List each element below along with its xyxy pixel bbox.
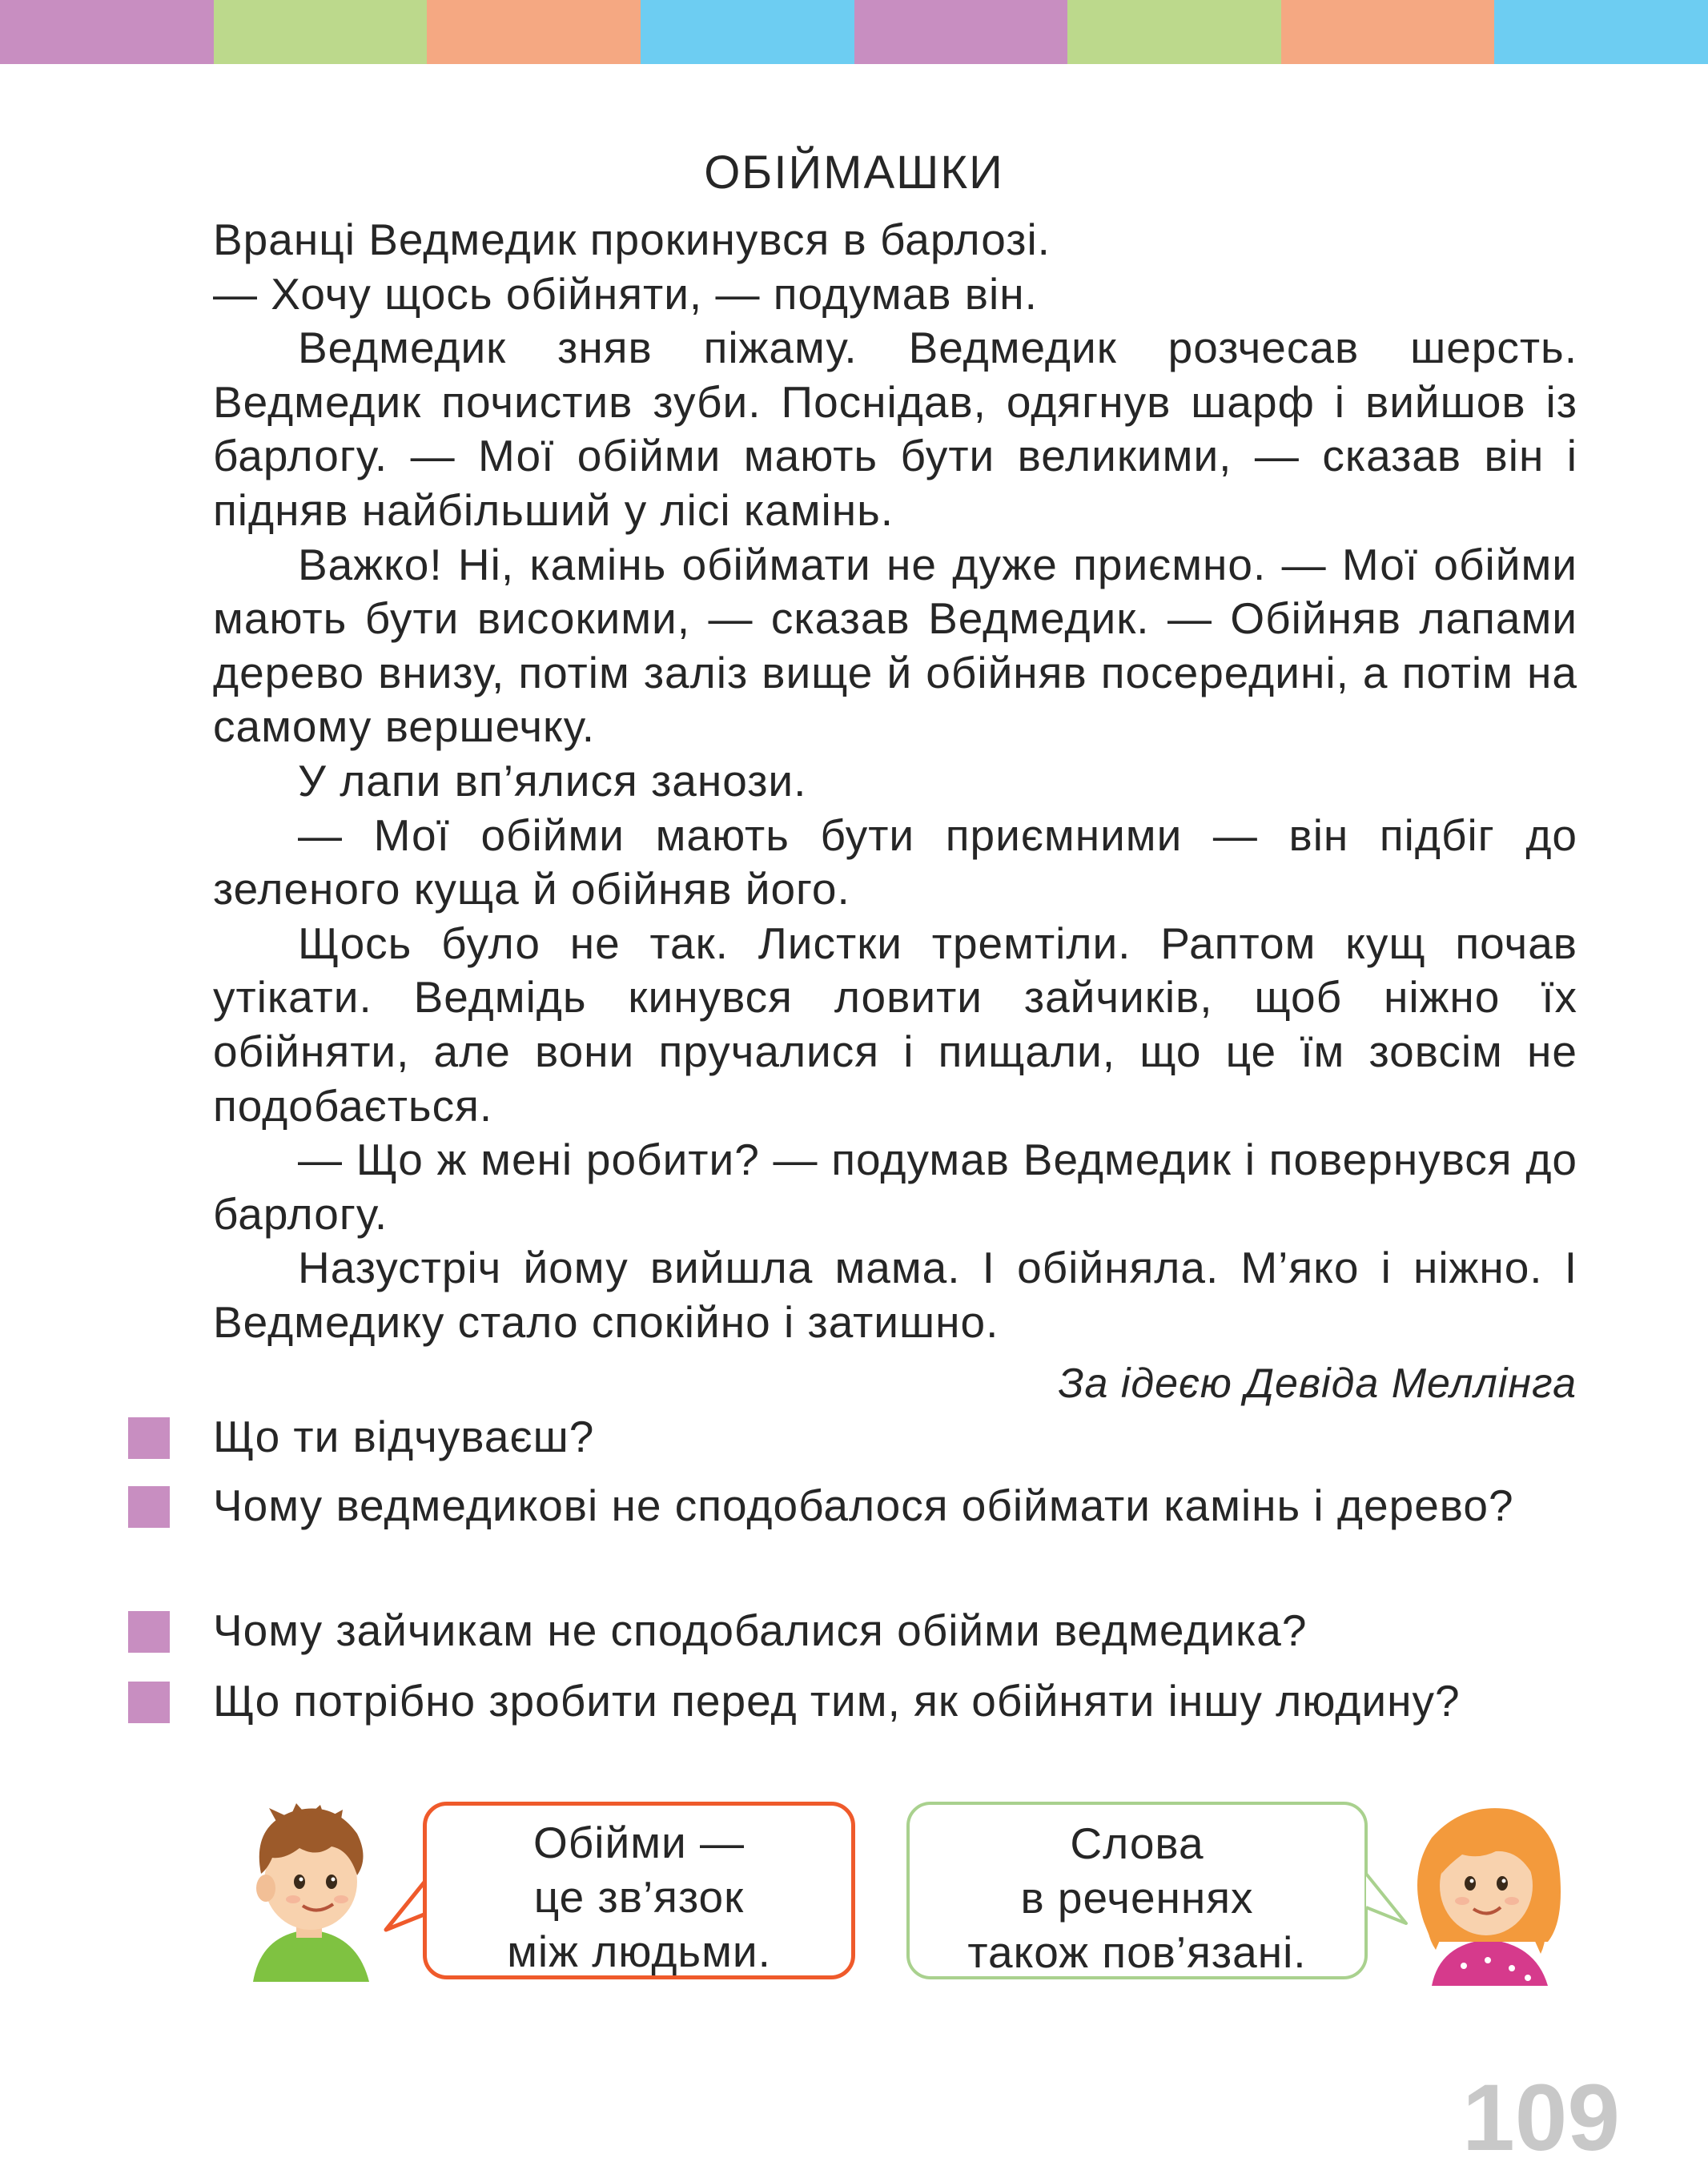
bubble-line: Обійми — <box>532 1818 745 1867</box>
bubble-line: також пов’язані. <box>967 1927 1307 1977</box>
story-text <box>213 213 1577 1349</box>
girl-illustration-icon <box>1400 1802 1576 1986</box>
speech-bubble-right <box>906 1802 1368 1979</box>
story-paragraph: У лапи вп’ялися занози. <box>298 755 807 806</box>
boy-illustration-icon <box>237 1802 381 1982</box>
stripe-segment <box>1281 0 1495 64</box>
stripe-segment <box>214 0 428 64</box>
question-item <box>128 1674 1545 1728</box>
stripe-segment <box>0 0 214 64</box>
story-paragraph: — Хочу щось обійняти, — подумав він. <box>213 268 1038 319</box>
question-text: Що потрібно зробити перед тим, як обійняти іншу людину? <box>213 1676 1461 1726</box>
story-paragraph: Щось було не так. Листки тремтіли. Раптом кущ почав утікати. Ведмідь кинувся ловити зайчиків, щоб ніжно їх обійняти, але вони пручалися і пищали, що це їм зовсім не подобається. <box>213 918 1577 1131</box>
page-number: 109 <box>1462 2065 1620 2171</box>
stripe-segment <box>1067 0 1281 64</box>
stripe-segment <box>641 0 854 64</box>
question-item <box>128 1603 1577 1658</box>
bullet-square-icon <box>128 1417 170 1459</box>
top-color-stripe <box>0 0 1708 64</box>
story-paragraph: — Що ж мені робити? — подумав Ведмедик і повернувся до барлогу. <box>213 1135 1577 1239</box>
bubble-line: Слова <box>1070 1818 1204 1868</box>
story-paragraph: Вранці Ведмедик прокинувся в барлозі. <box>213 215 1051 264</box>
speech-bubble-left <box>423 1802 855 1979</box>
bubble-line: це зв’язок <box>533 1872 745 1922</box>
story-paragraph: Важко! Ні, камінь обіймати не дуже приємно. — Мої обійми мають бути високими, — сказав Ведмедик. — Обійняв лапами дерево внизу, потім заліз вище й обійняв посередині, а потім на самому вершечку. <box>213 539 1577 752</box>
stripe-segment <box>427 0 641 64</box>
story-paragraph: Назустріч йому вийшла мама. І обійняла. М’яко і ніжно. І Ведмедику стало спокійно і затишно. <box>213 1243 1577 1347</box>
question-text: Чому зайчикам не сподобалися обійми ведмедика? <box>213 1605 1308 1655</box>
story-title: ОБІЙМАШКИ <box>704 147 1004 199</box>
story-paragraph: — Мої обійми мають бути приємними — він підбіг до зеленого куща й обійняв його. <box>213 810 1577 914</box>
bubble-line: між людьми. <box>507 1927 771 1976</box>
question-item <box>128 1478 1537 1533</box>
story-paragraph: Ведмедик зняв піжаму. Ведмедик розчесав шерсть. Ведмедик почистив зуби. Поснідав, одягнув шарф і вийшов із барлогу. — Мої обійми мають бути великими, — сказав він і підняв найбільший у лісі камінь. <box>213 323 1577 535</box>
bubble-line: в реченнях <box>1020 1873 1254 1923</box>
question-text: Що ти відчуваєш? <box>213 1412 595 1461</box>
bullet-square-icon <box>128 1682 170 1723</box>
question-text: Чому ведмедикові не сподобалося обіймати камінь і дерево? <box>213 1481 1514 1530</box>
bullet-square-icon <box>128 1611 170 1653</box>
question-item <box>128 1409 1577 1464</box>
bullet-square-icon <box>128 1486 170 1528</box>
attribution: За ідеєю Девіда Меллінга <box>1058 1360 1577 1407</box>
stripe-segment <box>854 0 1068 64</box>
stripe-segment <box>1494 0 1708 64</box>
